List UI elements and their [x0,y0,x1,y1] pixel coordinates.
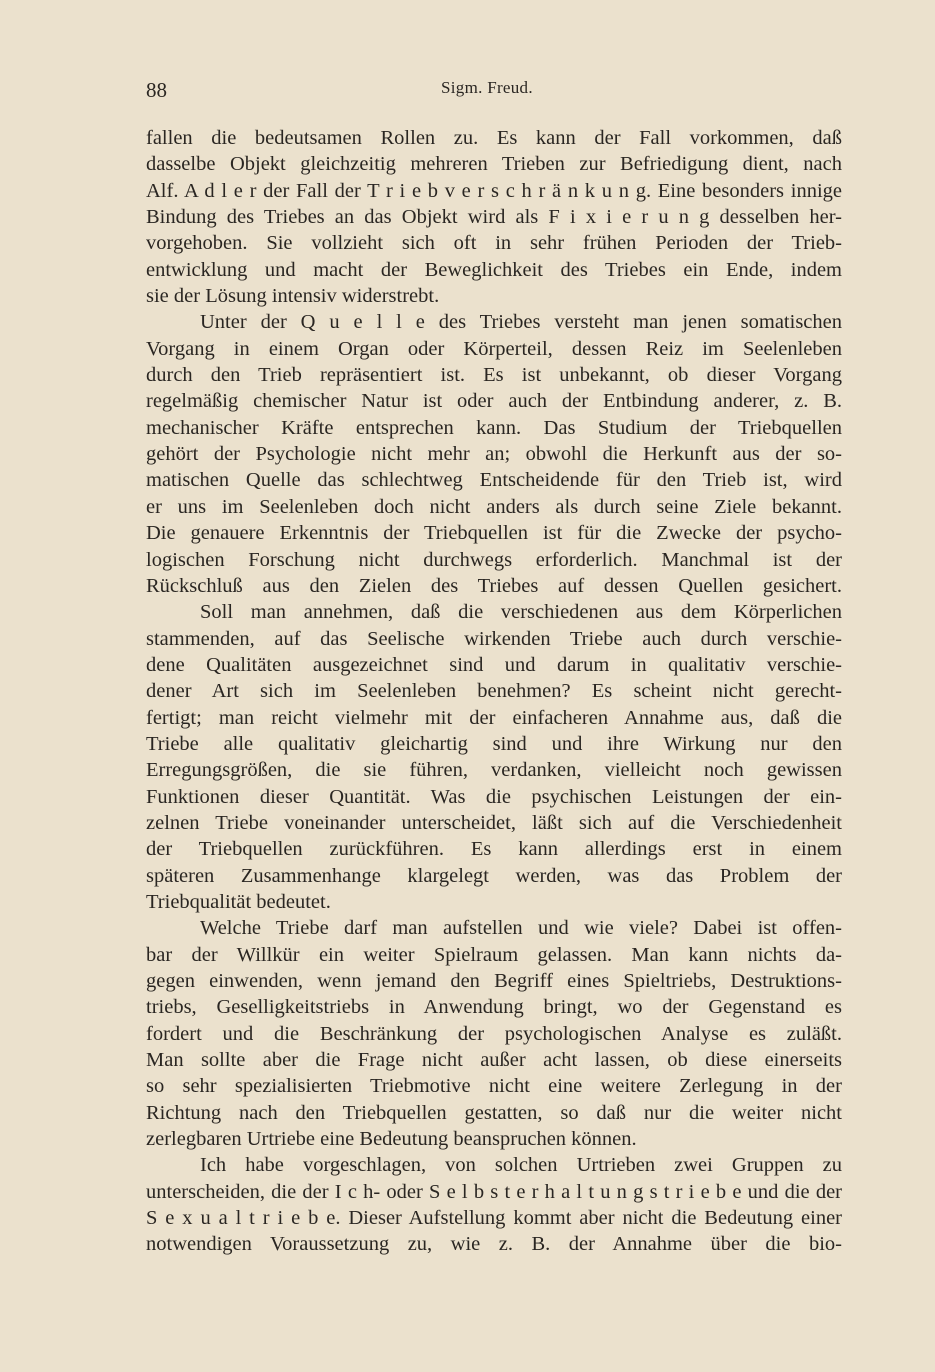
text-line: Man sollte aber die Frage nicht außer acht lassen, ob diese einerseits [146,1049,842,1072]
text-line: fordert und die Beschränkung der psychologischen Analyse es zuläßt. [146,1022,842,1045]
page-header [146,78,836,108]
text-line: Soll man annehmen, daß die verschiedenen aus dem Körperlichen [200,601,842,624]
text-line: Richtung nach den Triebquellen gestatten, so daß nur die weiter nicht [146,1101,842,1124]
text-line: Welche Triebe darf man aufstellen und wie viele? Dabei ist offen- [200,917,842,940]
text-line: entwicklung und macht der Beweglichkeit des Triebes ein Ende, indem [146,258,842,281]
text-line: S e x u a l t r i e b e. Dieser Aufstellung kommt aber nicht die Bedeutung einer [146,1207,842,1230]
text-line: Rückschluß aus den Zielen des Triebes auf dessen Quellen gesichert. [146,574,842,597]
text-line: matischen Quelle das schlechtweg Entscheidende für den Trieb ist, wird [146,469,842,492]
text-line: notwendigen Voraussetzung zu, wie z. B. der Annahme über die bio- [146,1233,842,1256]
text-line: sie der Lösung intensiv widerstrebt. [146,285,440,308]
text-line: gehört der Psychologie nicht mehr an; obwohl die Herkunft aus der so- [146,443,842,466]
text-line: fallen die bedeutsamen Rollen zu. Es kann der Fall vorkommen, daß [146,127,842,149]
text-line: mechanischer Kräfte entsprechen kann. Das Studium der Triebquellen [146,416,842,439]
text-line: vorgehoben. Sie vollzieht sich oft in sehr frühen Perioden der Trieb- [146,232,842,255]
text-line: Die genauere Erkenntnis der Triebquellen ist für die Zwecke der psycho- [146,522,842,545]
text-line: Ich habe vorgeschlagen, von solchen Urtrieben zwei Gruppen zu [200,1154,842,1177]
text-line: Triebe alle qualitativ gleichartig sind und ihre Wirkung nur den [146,732,842,755]
body-text [146,125,842,1258]
text-line: triebs, Geselligkeitstriebs in Anwendung bringt, wo der Gegenstand es [146,996,842,1019]
text-line: Triebqualität bedeutet. [146,890,331,913]
text-line: gegen einwenden, wenn jemand den Begriff eines Spieltriebs, Destruktions- [146,970,842,992]
text-line: Bindung des Triebes an das Objekt wird als F i x i e r u n g desselben her- [146,206,842,229]
text-line: bar der Willkür ein weiter Spielraum gelassen. Man kann nichts da- [146,943,842,966]
text-line: logischen Forschung nicht durchwegs erforderlich. Manchmal ist der [146,548,842,571]
text-line: Unter der Q u e l l e des Triebes versteht man jenen somatischen [200,311,842,334]
text-line: dasselbe Objekt gleichzeitig mehreren Trieben zur Befriedigung dient, nach [146,153,842,176]
text-line: regelmäßig chemischer Natur ist oder auch der Entbindung anderer, z. B. [146,390,842,413]
running-head: Sigm. Freud. [441,78,533,97]
text-line: Vorgang in einem Organ oder Körperteil, dessen Reiz im Seelenleben [146,337,842,360]
text-line: dene Qualitäten ausgezeichnet sind und darum in qualitativ verschie- [146,653,842,676]
text-line: zerlegbaren Urtriebe eine Bedeutung beanspruchen können. [146,1128,637,1151]
text-line: späteren Zusammenhange klargelegt werden, was das Problem der [146,864,842,887]
text-line: durch den Trieb repräsentiert ist. Es ist unbekannt, ob dieser Vorgang [146,364,842,387]
text-line: Funktionen dieser Quantität. Was die psychischen Leistungen der ein- [146,785,842,808]
text-line: Erregungsgrößen, die sie führen, verdanken, vielleicht noch gewissen [146,759,842,782]
text-line: unterscheiden, die der I c h- oder S e l b s t e r h a l t u n g s t r i e b e und die der [146,1180,842,1203]
text-line: der Triebquellen zurückführen. Es kann allerdings erst in einem [146,838,842,861]
page-number: 88 [146,78,167,102]
text-line: dener Art sich im Seelenleben benehmen? Es scheint nicht gerecht- [146,680,842,703]
text-line: stammenden, auf das Seelische wirkenden Triebe auch durch verschie- [146,627,842,650]
text-line: zelnen Triebe voneinander unterscheidet, läßt sich auf die Verschiedenheit [146,811,842,834]
text-line: Alf. A d l e r der Fall der T r i e b v e r s c h r ä n k u n g. Eine besonders innige [146,179,842,202]
text-line: fertigt; man reicht vielmehr mit der einfacheren Annahme aus, daß die [146,706,842,729]
text-line: er uns im Seelenleben doch nicht anders als durch seine Ziele bekannt. [146,495,842,518]
text-line: so sehr spezialisierten Triebmotive nicht eine weitere Zerlegung in der [146,1075,842,1098]
